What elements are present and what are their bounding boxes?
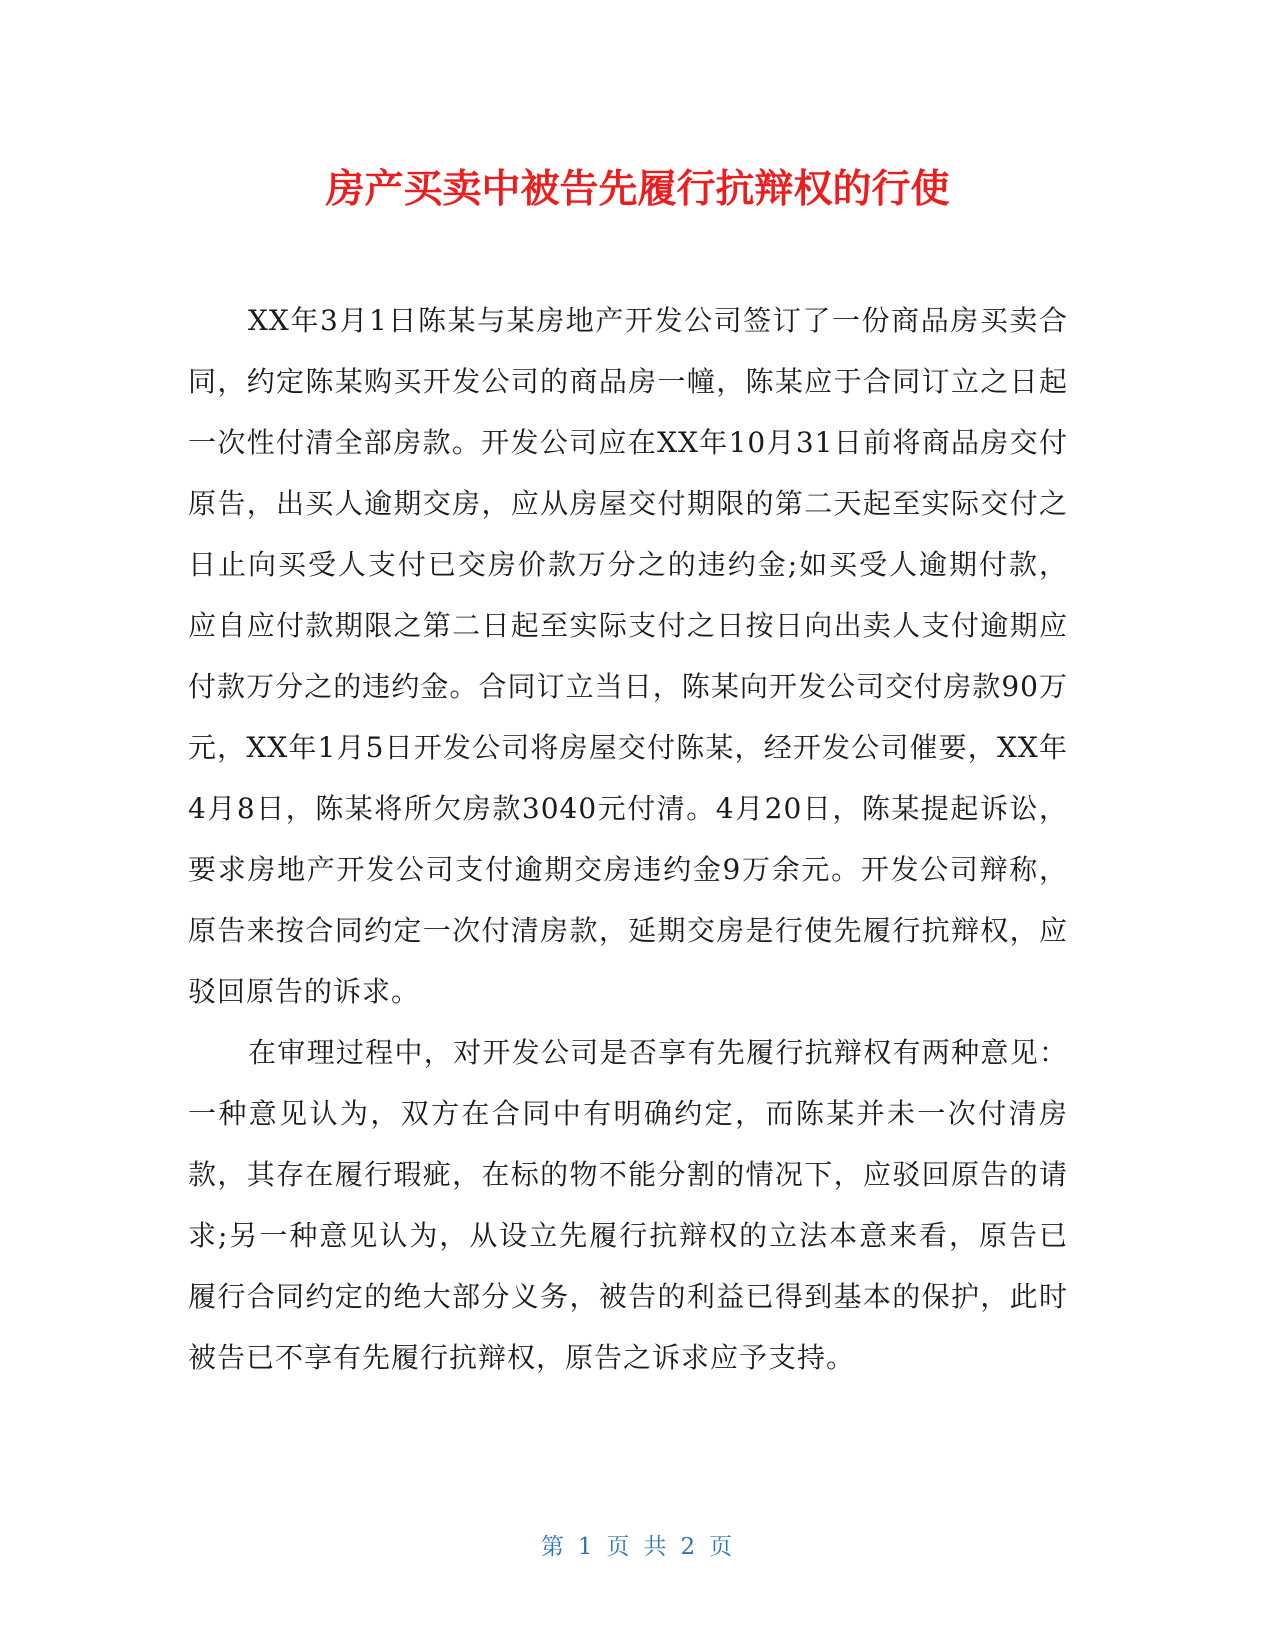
footer-label-of: 页 [606, 1534, 632, 1560]
footer-total-pages: 2 [680, 1534, 698, 1560]
document-body [188, 290, 1068, 1388]
page-footer [0, 1528, 1275, 1561]
footer-label-end: 页 [709, 1534, 735, 1560]
paragraph-case-facts: XX年3月1日陈某与某房地产开发公司签订了一份商品房买卖合同，约定陈某购买开发公司的商品房一幢，陈某应于合同订立之日起一次性付清全部房款。开发公司应在XX年10月31日前将商品房交付原告，出买人逾期交房，应从房屋交付期限的第二天起至实际交付之日止向买受人支付已交房价款万分之的违约金;如买受人逾期付款，应自应付款期限之第二日起至实际支付之日按日向出卖人支付逾期应付款万分之的违约金。合同订立当日，陈某向开发公司交付房款90万元，XX年1月5日开发公司将房屋交付陈某，经开发公司催要，XX年4月8日，陈某将所欠房款3040元付清。4月20日，陈某提起诉讼，要求房地产开发公司支付逾期交房违约金9万余元。开发公司辩称，原告来按合同约定一次付清房款，延期交房是行使先履行抗辩权，应驳回原告的诉求。 [188, 304, 1068, 1008]
footer-current-page: 1 [577, 1534, 595, 1560]
footer-label-total: 共 [643, 1534, 669, 1560]
document-title: 房产买卖中被告先履行抗辩权的行使 [325, 167, 950, 212]
paragraph-opinions: 在审理过程中，对开发公司是否享有先履行抗辩权有两种意见：一种意见认为，双方在合同中有明确约定，而陈某并未一次付清房款，其存在履行瑕疵，在标的物不能分割的情况下，应驳回原告的请求;另一种意见认为，从设立先履行抗辩权的立法本意来看，原告已履行合同约定的绝大部分义务，被告的利益已得到基本的保护，此时被告已不享有先履行抗辩权，原告之诉求应予支持。 [188, 1036, 1068, 1374]
footer-label-page: 第 [540, 1534, 566, 1560]
